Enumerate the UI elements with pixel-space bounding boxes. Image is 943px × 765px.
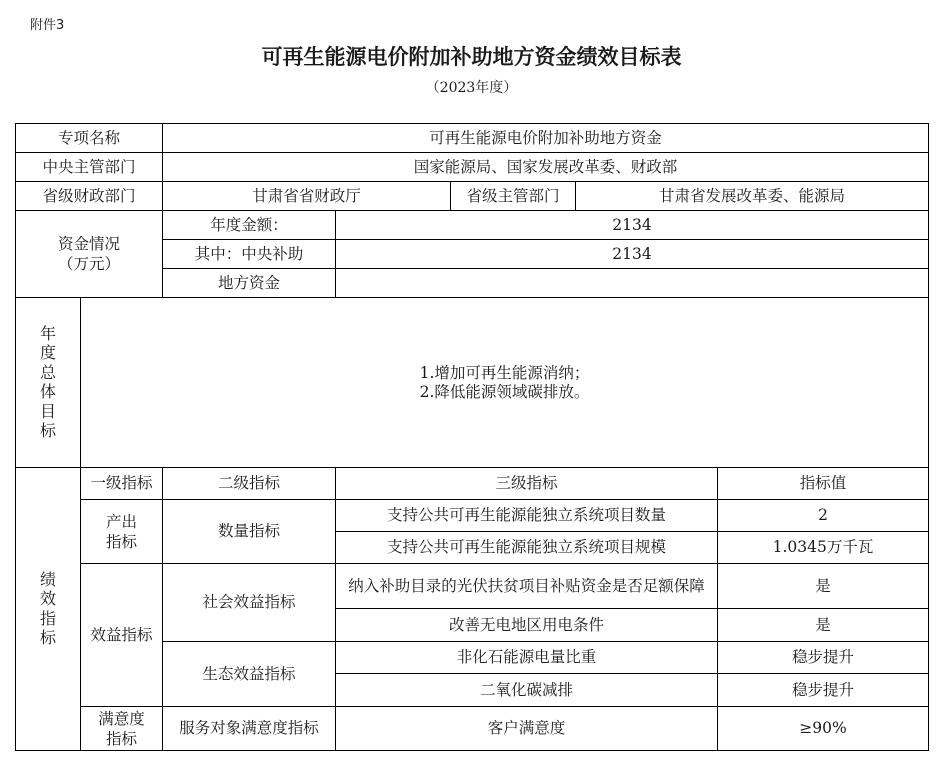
satisfaction-level2: 服务对象满意度指标 (163, 707, 336, 751)
provincial-finance-label: 省级财政部门 (16, 182, 163, 211)
indicator-level3: 改善无电地区用电条件 (336, 609, 718, 642)
funding-label (16, 211, 163, 298)
central-department-value: 国家能源局、国家发展改革委、财政部 (163, 153, 929, 182)
performance-label-cell (16, 468, 81, 751)
funding-central-label: 其中：中央补助 (163, 240, 336, 269)
satisfaction-level1: 满意度指标 (98, 709, 145, 748)
document-title: 可再生能源电价附加补助地方资金绩效目标表 (261, 44, 682, 69)
funding-annual-label: 年度金额： (163, 211, 336, 240)
central-department-label: 中央主管部门 (16, 153, 163, 182)
provincial-authority-value: 甘肃省发展改革委、能源局 (576, 182, 929, 211)
annual-goal-label-cell (16, 298, 81, 468)
indicator-level3: 纳入补助目录的光伏扶贫项目补贴资金是否足额保障 (336, 564, 718, 609)
annual-goal-content (81, 298, 929, 468)
header-level3: 三级指标 (336, 468, 718, 500)
indicator-row (16, 707, 929, 751)
indicator-level3: 非化石能源电量比重 (336, 642, 718, 674)
funding-local-label: 地方资金 (163, 269, 336, 298)
annual-goal-item: 2.降低能源领域碳排放。 (419, 382, 590, 401)
header-value: 指标值 (718, 468, 929, 500)
funding-annual-value: 2134 (336, 211, 929, 240)
performance-target-table (15, 123, 929, 751)
ecological-benefit-level2: 生态效益指标 (163, 642, 336, 707)
indicator-level3: 支持公共可再生能源能独立系统项目数量 (336, 500, 718, 532)
funding-label-line2: （万元） (58, 255, 121, 273)
project-name-value: 可再生能源电价附加补助地方资金 (163, 124, 929, 153)
indicator-value: 是 (718, 564, 929, 609)
indicator-value: 2 (718, 500, 929, 532)
provincial-finance-value: 甘肃省省财政厅 (163, 182, 451, 211)
social-benefit-level2: 社会效益指标 (163, 564, 336, 642)
indicator-level3: 支持公共可再生能源能独立系统项目规模 (336, 532, 718, 564)
attachment-label: 附件3 (30, 18, 65, 33)
annual-goal-item: 1.增加可再生能源消纳； (419, 363, 590, 382)
benefit-level1: 效益指标 (81, 564, 163, 707)
document-subtitle: （2023年度） (425, 80, 518, 96)
provincial-authority-label: 省级主管部门 (451, 182, 576, 211)
indicator-value: 稳步提升 (718, 642, 929, 674)
indicator-level3: 客户满意度 (336, 707, 718, 751)
funding-local-value (336, 269, 929, 298)
project-name-label: 专项名称 (16, 124, 163, 153)
annual-goal-row (16, 298, 929, 468)
funding-central-value: 2134 (336, 240, 929, 269)
indicator-value: 是 (718, 609, 929, 642)
indicator-value: 稳步提升 (718, 674, 929, 707)
indicator-header-row (16, 468, 929, 500)
output-level2: 数量指标 (163, 500, 336, 564)
indicator-value: ≥90% (718, 707, 929, 751)
indicator-value: 1.0345万千瓦 (718, 532, 929, 564)
annual-goal-label: 年度总体目标 (40, 323, 57, 441)
performance-label: 绩效指标 (40, 569, 57, 648)
indicator-row (16, 500, 929, 532)
project-name-row (16, 124, 929, 153)
indicator-row (16, 564, 929, 609)
output-level1-cell (81, 500, 163, 564)
funding-label-line1: 资金情况 (58, 235, 121, 253)
provincial-row (16, 182, 929, 211)
header-level1: 一级指标 (81, 468, 163, 500)
central-department-row (16, 153, 929, 182)
satisfaction-level1-cell (81, 707, 163, 751)
funding-row (16, 211, 929, 240)
header-level2: 二级指标 (163, 468, 336, 500)
indicator-level3: 二氧化碳减排 (336, 674, 718, 707)
output-level1: 产出指标 (106, 512, 138, 551)
